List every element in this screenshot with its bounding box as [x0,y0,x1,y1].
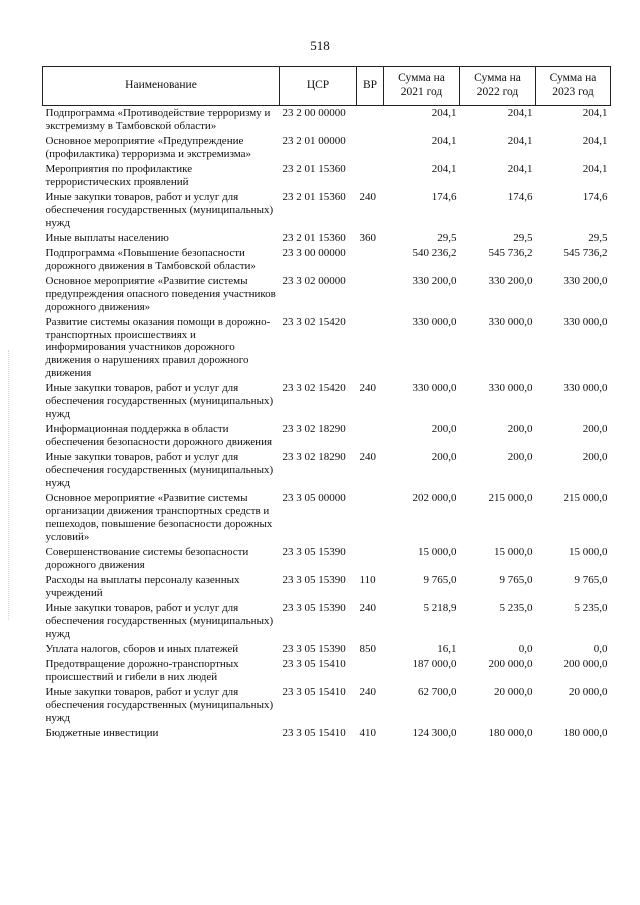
row-name: Иные закупки товаров, работ и услуг для обеспечения государственных (муниципальных) нужд [45,382,274,421]
row-csr: 23 3 02 15420 [282,315,346,328]
table-row [43,726,611,741]
table-row [43,573,611,601]
row-sum-2021: 174,6 [431,190,457,203]
table-row [43,381,611,422]
header-sum-2022: Сумма на 2022 год [460,67,536,106]
row-sum-2022: 330 200,0 [488,274,533,287]
row-csr: 23 2 01 00000 [282,134,346,147]
row-vr [357,422,384,450]
row-csr: 23 2 00 00000 [282,107,346,119]
table-row [43,422,611,450]
row-name: Предотвращение дорожно-транспортных происшествий и гибели в них людей [45,657,239,683]
row-vr [357,315,384,382]
row-name: Иные выплаты населению [45,231,169,244]
row-name: Иные закупки товаров, работ и услуг для обеспечения государственных (муниципальных) нужд [45,451,274,490]
row-vr [357,134,384,162]
table-row [43,545,611,573]
row-csr: 23 3 05 15390 [282,573,346,586]
table-row [43,657,611,685]
table-row [43,315,611,382]
row-sum-2021: 200,0 [431,423,457,436]
table-row [43,685,611,726]
row-csr: 23 2 01 15360 [282,162,346,175]
row-vr [357,545,384,573]
row-name: Основное мероприятие «Развитие системы предупреждения опасного поведения участников дорожного движения» [45,274,276,313]
table-row [43,450,611,491]
table-row [43,162,611,190]
row-sum-2023: 0,0 [593,642,608,655]
row-vr [357,106,384,134]
row-sum-2023: 204,1 [582,107,608,119]
row-sum-2022: 330 000,0 [488,382,533,395]
row-vr: 360 [359,231,376,244]
row-sum-2023: 174,6 [582,190,608,203]
row-name: Расходы на выплаты персоналу казенных учреждений [45,573,240,599]
row-sum-2023: 200,0 [582,423,608,436]
row-sum-2022: 9 765,0 [499,573,533,586]
row-sum-2022: 20 000,0 [494,685,533,698]
row-sum-2022: 174,6 [507,190,533,203]
row-csr: 23 3 02 15420 [282,382,346,395]
row-name: Иные закупки товаров, работ и услуг для обеспечения государственных (муниципальных) нужд [45,601,274,640]
row-vr [357,162,384,190]
row-csr: 23 3 05 15390 [282,546,346,558]
row-sum-2023: 204,1 [582,162,608,175]
row-sum-2021: 15 000,0 [418,546,457,558]
row-sum-2023: 180 000,0 [563,726,608,739]
row-csr: 23 2 01 15360 [282,231,346,244]
row-sum-2023: 200,0 [582,451,608,464]
row-name: Подпрограмма «Повышение безопасности дорожного движения в Тамбовской области» [45,246,256,272]
row-name: Информационная поддержка в области обеспечения безопасности дорожного движения [45,423,273,449]
budget-table [42,66,611,741]
row-sum-2021: 330 200,0 [412,274,457,287]
row-vr: 850 [359,642,376,655]
row-sum-2021: 202 000,0 [412,492,457,505]
table-row [43,601,611,642]
row-sum-2021: 29,5 [437,231,457,244]
row-vr: 240 [359,685,376,698]
row-sum-2022: 200 000,0 [488,657,533,670]
row-name: Подпрограмма «Противодействие терроризму и экстремизму в Тамбовской области» [45,107,271,132]
row-name: Развитие системы оказания помощи в дорожно-транспортных происшествиях и информирования участников дорожного движения о нарушениях правил дорожного движения [45,315,271,380]
row-vr: 110 [359,573,376,586]
row-sum-2021: 187 000,0 [412,657,457,670]
row-sum-2023: 29,5 [588,231,608,244]
row-csr: 23 3 05 15390 [282,642,346,655]
row-sum-2021: 124 300,0 [412,726,457,739]
table-row [43,642,611,657]
row-sum-2022: 204,1 [507,134,533,147]
row-sum-2021: 5 218,9 [423,601,457,614]
row-sum-2021: 330 000,0 [412,382,457,395]
row-csr: 23 3 05 15410 [282,726,346,739]
row-vr: 240 [359,190,376,203]
row-sum-2022: 204,1 [507,162,533,175]
row-sum-2023: 204,1 [582,134,608,147]
row-name: Совершенствование системы безопасности дорожного движения [45,546,249,571]
row-csr: 23 3 05 00000 [282,492,346,505]
row-name: Основное мероприятие «Предупреждение (профилактика) терроризма и экстремизма» [45,134,252,160]
row-sum-2022: 5 235,0 [499,601,533,614]
row-csr: 23 3 02 00000 [282,274,346,287]
row-vr: 240 [359,451,376,464]
row-sum-2021: 200,0 [431,451,457,464]
header-vr: ВР [357,67,384,106]
row-sum-2021: 540 236,2 [412,246,457,259]
row-csr: 23 3 00 00000 [282,246,346,259]
header-name: Наименование [43,67,280,106]
row-sum-2021: 62 700,0 [418,685,457,698]
table-header-row [43,67,611,106]
row-sum-2021: 330 000,0 [412,315,457,328]
row-csr: 23 3 05 15410 [282,685,346,698]
row-sum-2021: 204,1 [431,162,457,175]
margin-mark [8,350,13,620]
row-csr: 23 3 05 15390 [282,601,346,614]
row-sum-2023: 15 000,0 [569,546,608,558]
table-row [43,134,611,162]
row-sum-2023: 330 000,0 [563,315,608,328]
row-sum-2023: 200 000,0 [563,657,608,670]
row-sum-2022: 545 736,2 [488,246,533,259]
table-row [43,106,611,134]
row-sum-2022: 200,0 [507,451,533,464]
row-name: Мероприятия по профилактике террористических проявлений [45,162,193,188]
header-csr: ЦСР [280,67,357,106]
row-sum-2023: 5 235,0 [574,601,608,614]
row-sum-2023: 215 000,0 [563,492,608,505]
row-sum-2021: 204,1 [431,134,457,147]
table-row [43,231,611,246]
row-vr [357,274,384,315]
row-sum-2021: 16,1 [437,642,457,655]
row-sum-2022: 0,0 [518,642,533,655]
row-csr: 23 3 05 15410 [282,657,346,670]
row-sum-2023: 9 765,0 [574,573,608,586]
row-sum-2021: 9 765,0 [423,573,457,586]
row-sum-2022: 180 000,0 [488,726,533,739]
table-row [43,274,611,315]
row-sum-2023: 330 000,0 [563,382,608,395]
row-sum-2022: 29,5 [513,231,533,244]
row-vr [357,491,384,545]
row-vr: 240 [359,382,376,395]
row-sum-2023: 20 000,0 [569,685,608,698]
row-vr [357,657,384,685]
row-sum-2022: 215 000,0 [488,492,533,505]
row-name: Иные закупки товаров, работ и услуг для обеспечения государственных (муниципальных) нужд [45,685,274,724]
table-row [43,491,611,545]
row-sum-2023: 545 736,2 [563,246,608,259]
row-sum-2021: 204,1 [431,107,457,119]
row-csr: 23 3 02 18290 [282,451,346,464]
row-vr [357,246,384,274]
row-sum-2023: 330 200,0 [563,274,608,287]
table-row [43,190,611,231]
row-name: Иные закупки товаров, работ и услуг для обеспечения государственных (муниципальных) нужд [45,190,274,229]
row-csr: 23 2 01 15360 [282,190,346,203]
header-sum-2023: Сумма на 2023 год [536,67,611,106]
row-name: Основное мероприятие «Развитие системы организации движения транспортных средств и пешеходов, повышение безопасности дорожных условий» [45,492,273,544]
row-vr: 410 [359,726,376,739]
row-sum-2022: 15 000,0 [494,546,533,558]
table-row [43,246,611,274]
page-number: 518 [310,38,330,53]
row-sum-2022: 204,1 [507,107,533,119]
row-sum-2022: 330 000,0 [488,315,533,328]
row-name: Бюджетные инвестиции [45,726,159,739]
row-csr: 23 3 02 18290 [282,423,346,436]
row-sum-2022: 200,0 [507,423,533,436]
row-vr: 240 [359,601,376,614]
row-name: Уплата налогов, сборов и иных платежей [45,642,239,655]
header-sum-2021: Сумма на 2021 год [384,67,460,106]
